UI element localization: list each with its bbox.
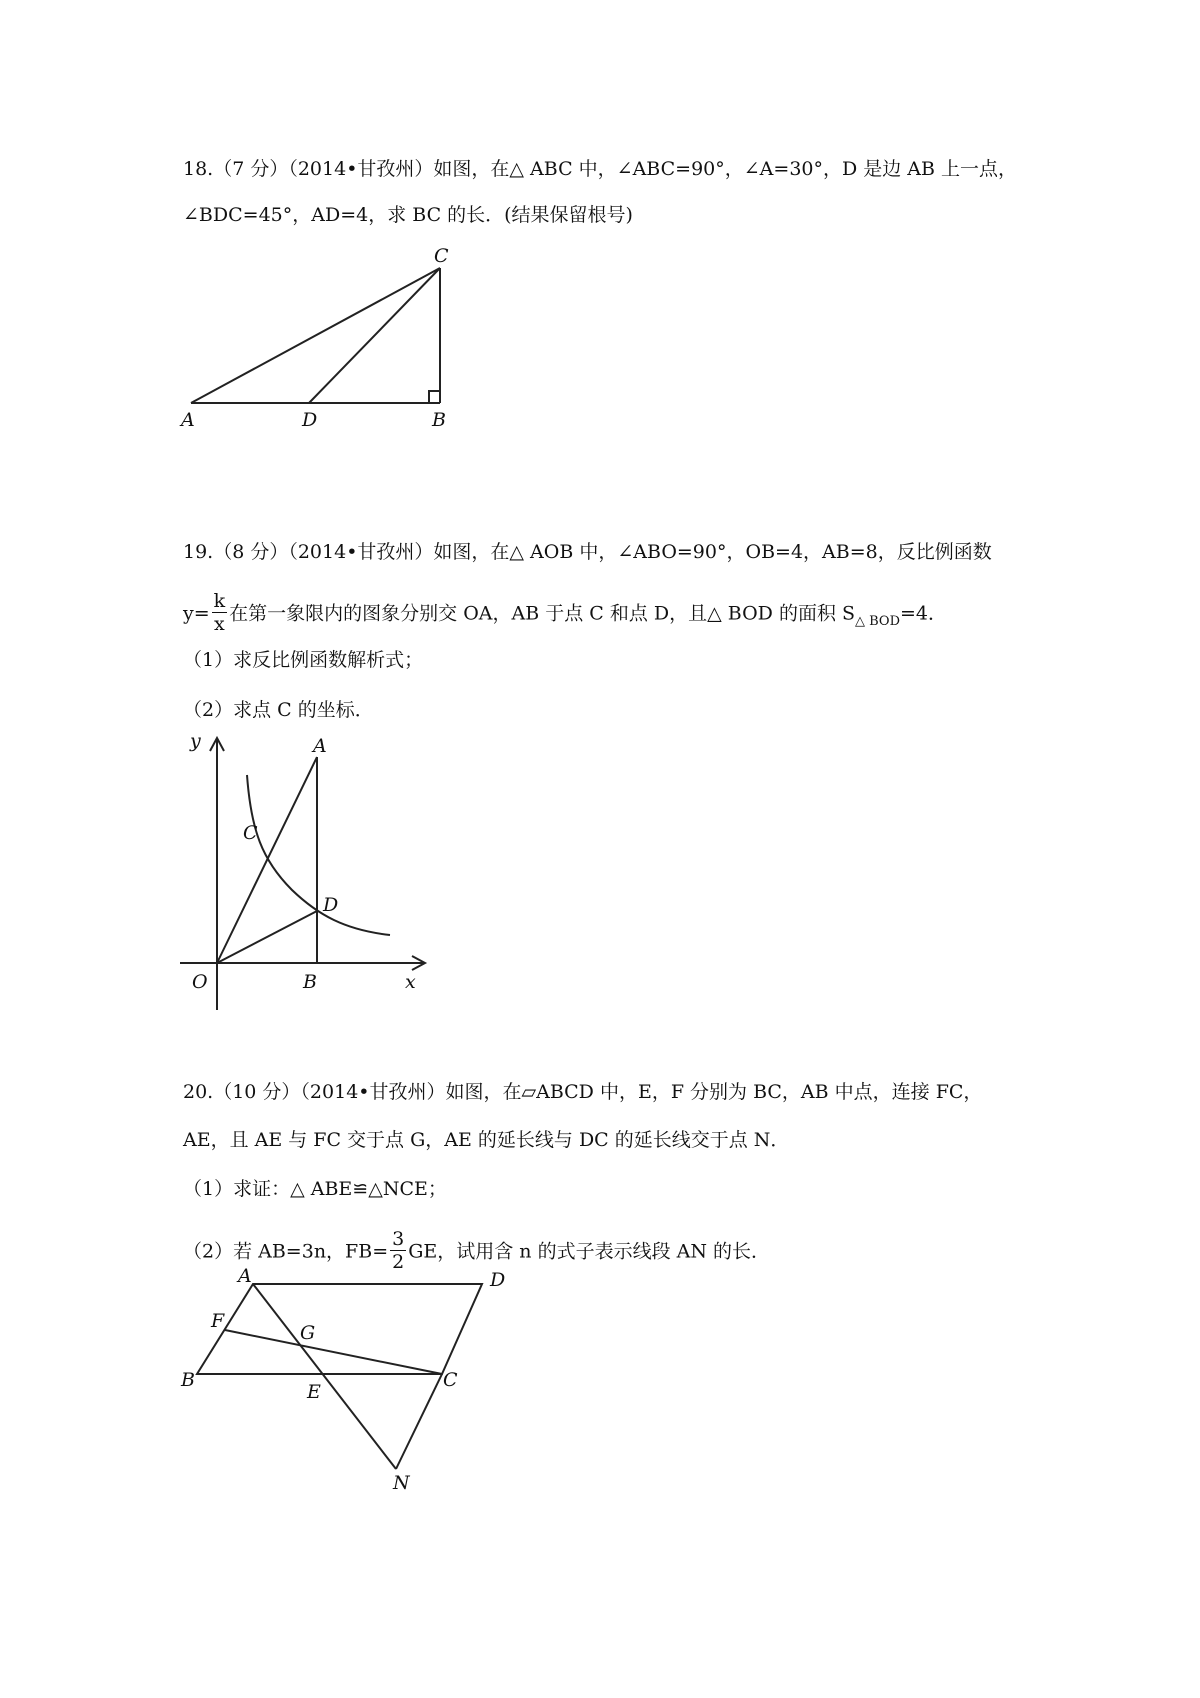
q20-part1: （1）求证：△ ABE≌△NCE； (183, 1178, 447, 1200)
q20-label-A: A (238, 1265, 252, 1287)
q19-part2: （2）求点 C 的坐标． (183, 699, 374, 721)
q18-text-line2: ∠BDC=45°，AD=4，求 BC 的长．(结果保留根号) (183, 204, 633, 226)
q20-label-C: C (443, 1369, 458, 1391)
q19-part1: （1）求反比例函数解析式； (183, 649, 424, 671)
q18-label-C: C (434, 245, 449, 267)
q18-label-D: D (302, 409, 318, 431)
q20-label-F: F (211, 1310, 225, 1332)
q20-part2-post: GE，试用含 n 的式子表示线段 AN 的长． (408, 1240, 771, 1263)
q20-label-B: B (181, 1369, 195, 1391)
q19-line2-sub: △ BOD (855, 613, 901, 629)
q19-label-x: x (405, 971, 416, 993)
q19-frac-den: x (214, 613, 225, 635)
q18-text-line1: 18.（7 分）（2014•甘孜州）如图，在△ ABC 中，∠ABC=90°，∠A=30°，D 是边 AB 上一点， (183, 158, 1018, 180)
q20-label-D: D (490, 1269, 506, 1291)
q20-part2-pre: （2）若 AB=3n，FB= (183, 1240, 389, 1263)
q19-line2-end: =4． (900, 602, 948, 625)
q20-frac-den: 2 (392, 1251, 405, 1273)
q19-label-O: O (192, 971, 208, 993)
q20-label-G: G (300, 1322, 316, 1344)
q18-label-A: A (181, 409, 195, 431)
q19-label-D: D (323, 894, 339, 916)
q19-label-C: C (243, 822, 258, 844)
q18-label-B: B (432, 409, 446, 431)
q20-frac-num: 3 (392, 1228, 405, 1250)
q19-line2-pre: y= (183, 602, 210, 625)
q19-text-line1: 19.（8 分）（2014•甘孜州）如图，在△ AOB 中，∠ABO=90°，OB=4，AB=8，反比例函数 (183, 541, 992, 563)
q20-text-line1: 20.（10 分）（2014•甘孜州）如图，在▱ABCD 中，E，F 分别为 BC，AB 中点，连接 FC， (183, 1081, 983, 1103)
q19-label-A: A (313, 735, 327, 757)
q19-label-B: B (303, 971, 317, 993)
q20-text-line2: AE，且 AE 与 FC 交于点 G，AE 的延长线与 DC 的延长线交于点 N． (183, 1129, 790, 1151)
q19-frac-num: k (213, 590, 226, 612)
q20-label-E: E (307, 1381, 321, 1403)
q20-label-N: N (393, 1472, 410, 1494)
q19-label-y: y (190, 730, 201, 752)
q19-line2-post: 在第一象限内的图象分别交 OA，AB 于点 C 和点 D，且△ BOD 的面积 S (229, 602, 855, 625)
